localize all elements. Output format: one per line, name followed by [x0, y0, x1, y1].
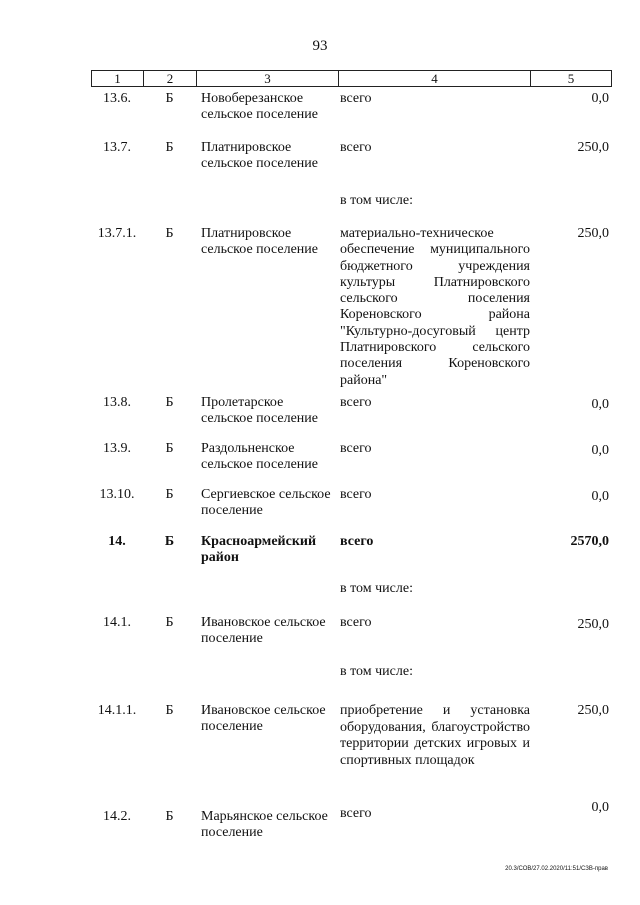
row-number: 14.1.1. — [97, 703, 137, 718]
row-name: Новоберезанское сельское поселение — [201, 91, 318, 122]
row-type: Б — [165, 140, 174, 155]
row-type: Б — [165, 395, 174, 410]
row-type: Б — [165, 91, 174, 106]
row-type: Б — [165, 809, 174, 824]
row-sum: 250,0 — [577, 226, 609, 241]
row-number: 13.8. — [103, 395, 131, 410]
row-sum: 250,0 — [577, 703, 609, 718]
row-name: Ивановское сельское поселение — [201, 703, 326, 734]
row-description: всего — [340, 395, 372, 410]
row-number: 13.6. — [103, 91, 131, 106]
row-number: 14.2. — [103, 809, 131, 824]
row-name: Сергиевское сельское поселение — [201, 487, 331, 518]
row-description: всего — [340, 140, 372, 155]
row-description: в том числе: — [340, 664, 413, 679]
row-number: 13.7. — [103, 140, 131, 155]
row-type: Б — [165, 487, 174, 502]
row-name: Красноармейский район — [201, 534, 317, 565]
row-sum: 250,0 — [577, 140, 609, 155]
page-number: 93 — [312, 38, 328, 54]
row-sum: 0,0 — [591, 800, 609, 815]
header-col-1: 1 — [92, 71, 144, 86]
row-description: в том числе: — [340, 193, 413, 208]
table-header — [91, 70, 612, 87]
row-number: 13.10. — [99, 487, 135, 502]
row-description: всего — [340, 534, 374, 549]
row-name: Платнировское сельское поселение — [201, 140, 318, 171]
row-number: 14.1. — [103, 615, 131, 630]
row-description: приобретение и установка оборудования, благоустройство территории детских игровых и спортивных площадок — [340, 703, 530, 768]
row-sum: 0,0 — [591, 91, 609, 106]
header-col-2: 2 — [144, 71, 197, 86]
row-number: 13.7.1. — [97, 226, 137, 241]
row-name: Марьянское сельское поселение — [201, 809, 328, 840]
header-col-3: 3 — [197, 71, 339, 86]
row-description: в том числе: — [340, 581, 413, 596]
row-number: 13.9. — [103, 441, 131, 456]
document-footer-code: 20.3/СОВ/27.02.2020/11:51/СЗВ-прав — [505, 866, 608, 872]
row-name: Платнировское сельское поселение — [201, 226, 318, 257]
row-description: всего — [340, 441, 372, 456]
header-col-4: 4 — [339, 71, 531, 86]
row-number: 14. — [108, 534, 126, 549]
row-sum: 0,0 — [591, 489, 609, 504]
row-description: всего — [340, 91, 372, 106]
row-sum: 0,0 — [591, 397, 609, 412]
row-sum: 0,0 — [591, 443, 609, 458]
header-col-5: 5 — [567, 71, 575, 86]
row-type: Б — [164, 534, 175, 549]
row-type: Б — [165, 615, 174, 630]
row-name: Раздольненское сельское поселение — [201, 441, 318, 472]
row-name: Ивановское сельское поселение — [201, 615, 326, 646]
row-description: материально-техническое обеспечение муниципального бюджетного учреждения культуры Платнировского сельского поселения Кореновского района "Культурно-досуговый центр Платнировского сельского поселения Кореновского района" — [340, 226, 530, 388]
row-sum: 250,0 — [577, 617, 609, 632]
row-name: Пролетарское сельское поселение — [201, 395, 318, 426]
row-description: всего — [340, 806, 372, 821]
row-sum: 2570,0 — [570, 534, 609, 549]
row-type: Б — [165, 441, 174, 456]
row-type: Б — [165, 226, 174, 241]
row-description: всего — [340, 615, 372, 630]
row-description: всего — [340, 487, 372, 502]
row-type: Б — [165, 703, 174, 718]
